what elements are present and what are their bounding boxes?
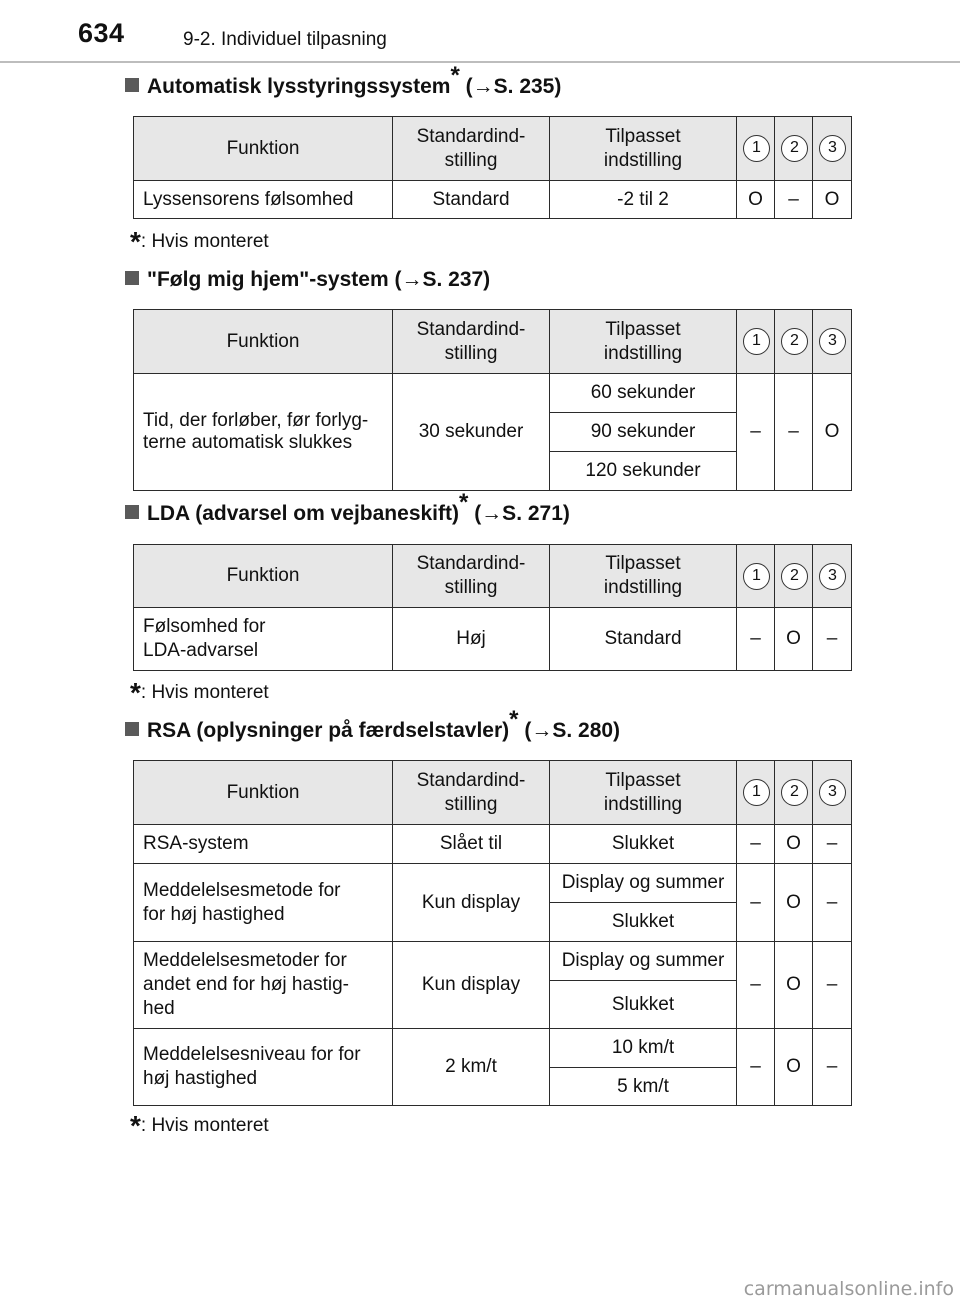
header-col-1 [737,761,775,825]
cell-standard: Slået til [393,825,550,864]
cell-funktion: RSA-system [134,825,393,864]
header-standard: Standardind- stilling [393,117,550,181]
cell-tilpasset: 10 km/t [550,1029,737,1068]
circled-1-icon: 1 [743,135,770,162]
header-tilpasset: Tilpasset indstilling [550,310,737,374]
header-tilpasset: Tilpasset indstilling [550,545,737,608]
section-heading-follow-me-home [125,268,490,292]
header-col-2 [775,310,813,374]
header-standard: Standardind- stilling [393,310,550,374]
settings-table-follow-me-home [133,309,852,491]
cell-tilpasset: Slukket [550,981,737,1029]
section-title: Automatisk lysstyringssystem [147,75,451,98]
cell-c2: O [775,942,813,1029]
cell-c3: – [813,825,852,864]
cell-funktion: Lyssensorens følsomhed [134,181,393,219]
circled-3-icon: 3 [819,135,846,162]
table-row [134,608,852,671]
header-col-1 [737,545,775,608]
cell-c1: – [737,1029,775,1106]
cell-c3: – [813,864,852,942]
header-col-2 [775,545,813,608]
header-funktion: Funktion [134,310,393,374]
cell-c2: O [775,608,813,671]
header-col-3 [813,761,852,825]
table-row [134,181,852,219]
cell-c3: – [813,942,852,1029]
cell-c3: O [813,181,852,219]
cell-c3: O [813,374,852,491]
asterisk: * [450,62,460,89]
section-title: LDA (advarsel om vejbaneskift) [147,502,459,525]
section-heading-lda [125,489,570,526]
table-header-row [134,117,852,181]
page-reference: (→S. 280) [524,719,621,742]
cell-funktion: Meddelelsesmetoder for andet end for høj hastig- hed [134,942,393,1029]
header-funktion: Funktion [134,761,393,825]
cell-standard: Høj [393,608,550,671]
header-col-1 [737,310,775,374]
circled-1-icon: 1 [743,563,770,590]
header-col-3 [813,545,852,608]
cell-tilpasset: Display og summer [550,864,737,903]
page-header [0,0,960,62]
cell-funktion: Meddelelsesniveau for for høj hastighed [134,1029,393,1106]
cell-tilpasset: -2 til 2 [550,181,737,219]
circled-2-icon: 2 [781,779,808,806]
page-reference: (→S. 235) [465,75,562,98]
cell-standard: 2 km/t [393,1029,550,1106]
square-bullet-icon [125,78,139,92]
square-bullet-icon [125,505,139,519]
header-funktion: Funktion [134,117,393,181]
cell-c1: – [737,374,775,491]
watermark: carmanualsonline.info [743,1278,954,1300]
footnote: *: Hvis monteret [130,1110,269,1141]
page-number: 634 [78,18,125,48]
table-row [134,942,852,981]
circled-3-icon: 3 [819,563,846,590]
cell-c2: – [775,374,813,491]
cell-tilpasset: 5 km/t [550,1068,737,1106]
cell-standard: 30 sekunder [393,374,550,491]
table-row [134,1029,852,1068]
cell-c2: O [775,825,813,864]
footnote: *: Hvis monteret [130,226,269,257]
header-col-3 [813,310,852,374]
section-title: "Følg mig hjem"-system [147,268,389,291]
square-bullet-icon [125,271,139,285]
cell-funktion: Følsomhed for LDA-advarsel [134,608,393,671]
header-rule [0,61,960,63]
cell-standard: Kun display [393,864,550,942]
cell-tilpasset: 120 sekunder [550,452,737,491]
table-header-row [134,545,852,608]
header-col-3 [813,117,852,181]
section-heading-rsa [125,706,621,743]
cell-tilpasset: Slukket [550,825,737,864]
square-bullet-icon [125,722,139,736]
circled-2-icon: 2 [781,328,808,355]
cell-c1: – [737,825,775,864]
circled-3-icon: 3 [819,779,846,806]
cell-funktion: Tid, der forløber, før forlyg- terne automatisk slukkes [134,374,393,491]
circled-3-icon: 3 [819,328,846,355]
header-col-1 [737,117,775,181]
header-funktion: Funktion [134,545,393,608]
chapter-title: 9-2. Individuel tilpasning [183,29,387,50]
settings-table-lda [133,544,852,671]
table-row [134,825,852,864]
table-row [134,374,852,413]
table-header-row [134,761,852,825]
circled-2-icon: 2 [781,563,808,590]
cell-c2: O [775,1029,813,1106]
footnote: *: Hvis monteret [130,677,269,708]
header-tilpasset: Tilpasset indstilling [550,761,737,825]
circled-1-icon: 1 [743,779,770,806]
cell-funktion: Meddelelsesmetode for for høj hastighed [134,864,393,942]
header-standard: Standardind- stilling [393,545,550,608]
header-col-2 [775,117,813,181]
header-tilpasset: Tilpasset indstilling [550,117,737,181]
cell-c1: – [737,608,775,671]
settings-table-auto-light [133,116,852,219]
header-standard: Standardind- stilling [393,761,550,825]
cell-c2: – [775,181,813,219]
cell-tilpasset: Standard [550,608,737,671]
section-heading-auto-light [125,62,562,99]
cell-tilpasset: Slukket [550,903,737,942]
cell-tilpasset: 90 sekunder [550,413,737,452]
section-title: RSA (oplysninger på færdselstavler) [147,719,510,742]
page-reference: (→S. 271) [474,502,570,525]
circled-2-icon: 2 [781,135,808,162]
page-reference: (→S. 237) [394,268,491,291]
cell-standard: Standard [393,181,550,219]
asterisk: * [459,489,469,516]
cell-c1: O [737,181,775,219]
table-header-row [134,310,852,374]
settings-table-rsa [133,760,852,1106]
cell-c3: – [813,1029,852,1106]
cell-c3: – [813,608,852,671]
circled-1-icon: 1 [743,328,770,355]
cell-tilpasset: 60 sekunder [550,374,737,413]
header-col-2 [775,761,813,825]
asterisk: * [509,706,519,733]
cell-c2: O [775,864,813,942]
cell-c1: – [737,942,775,1029]
cell-standard: Kun display [393,942,550,1029]
table-row [134,864,852,903]
cell-tilpasset: Display og summer [550,942,737,981]
cell-c1: – [737,864,775,942]
